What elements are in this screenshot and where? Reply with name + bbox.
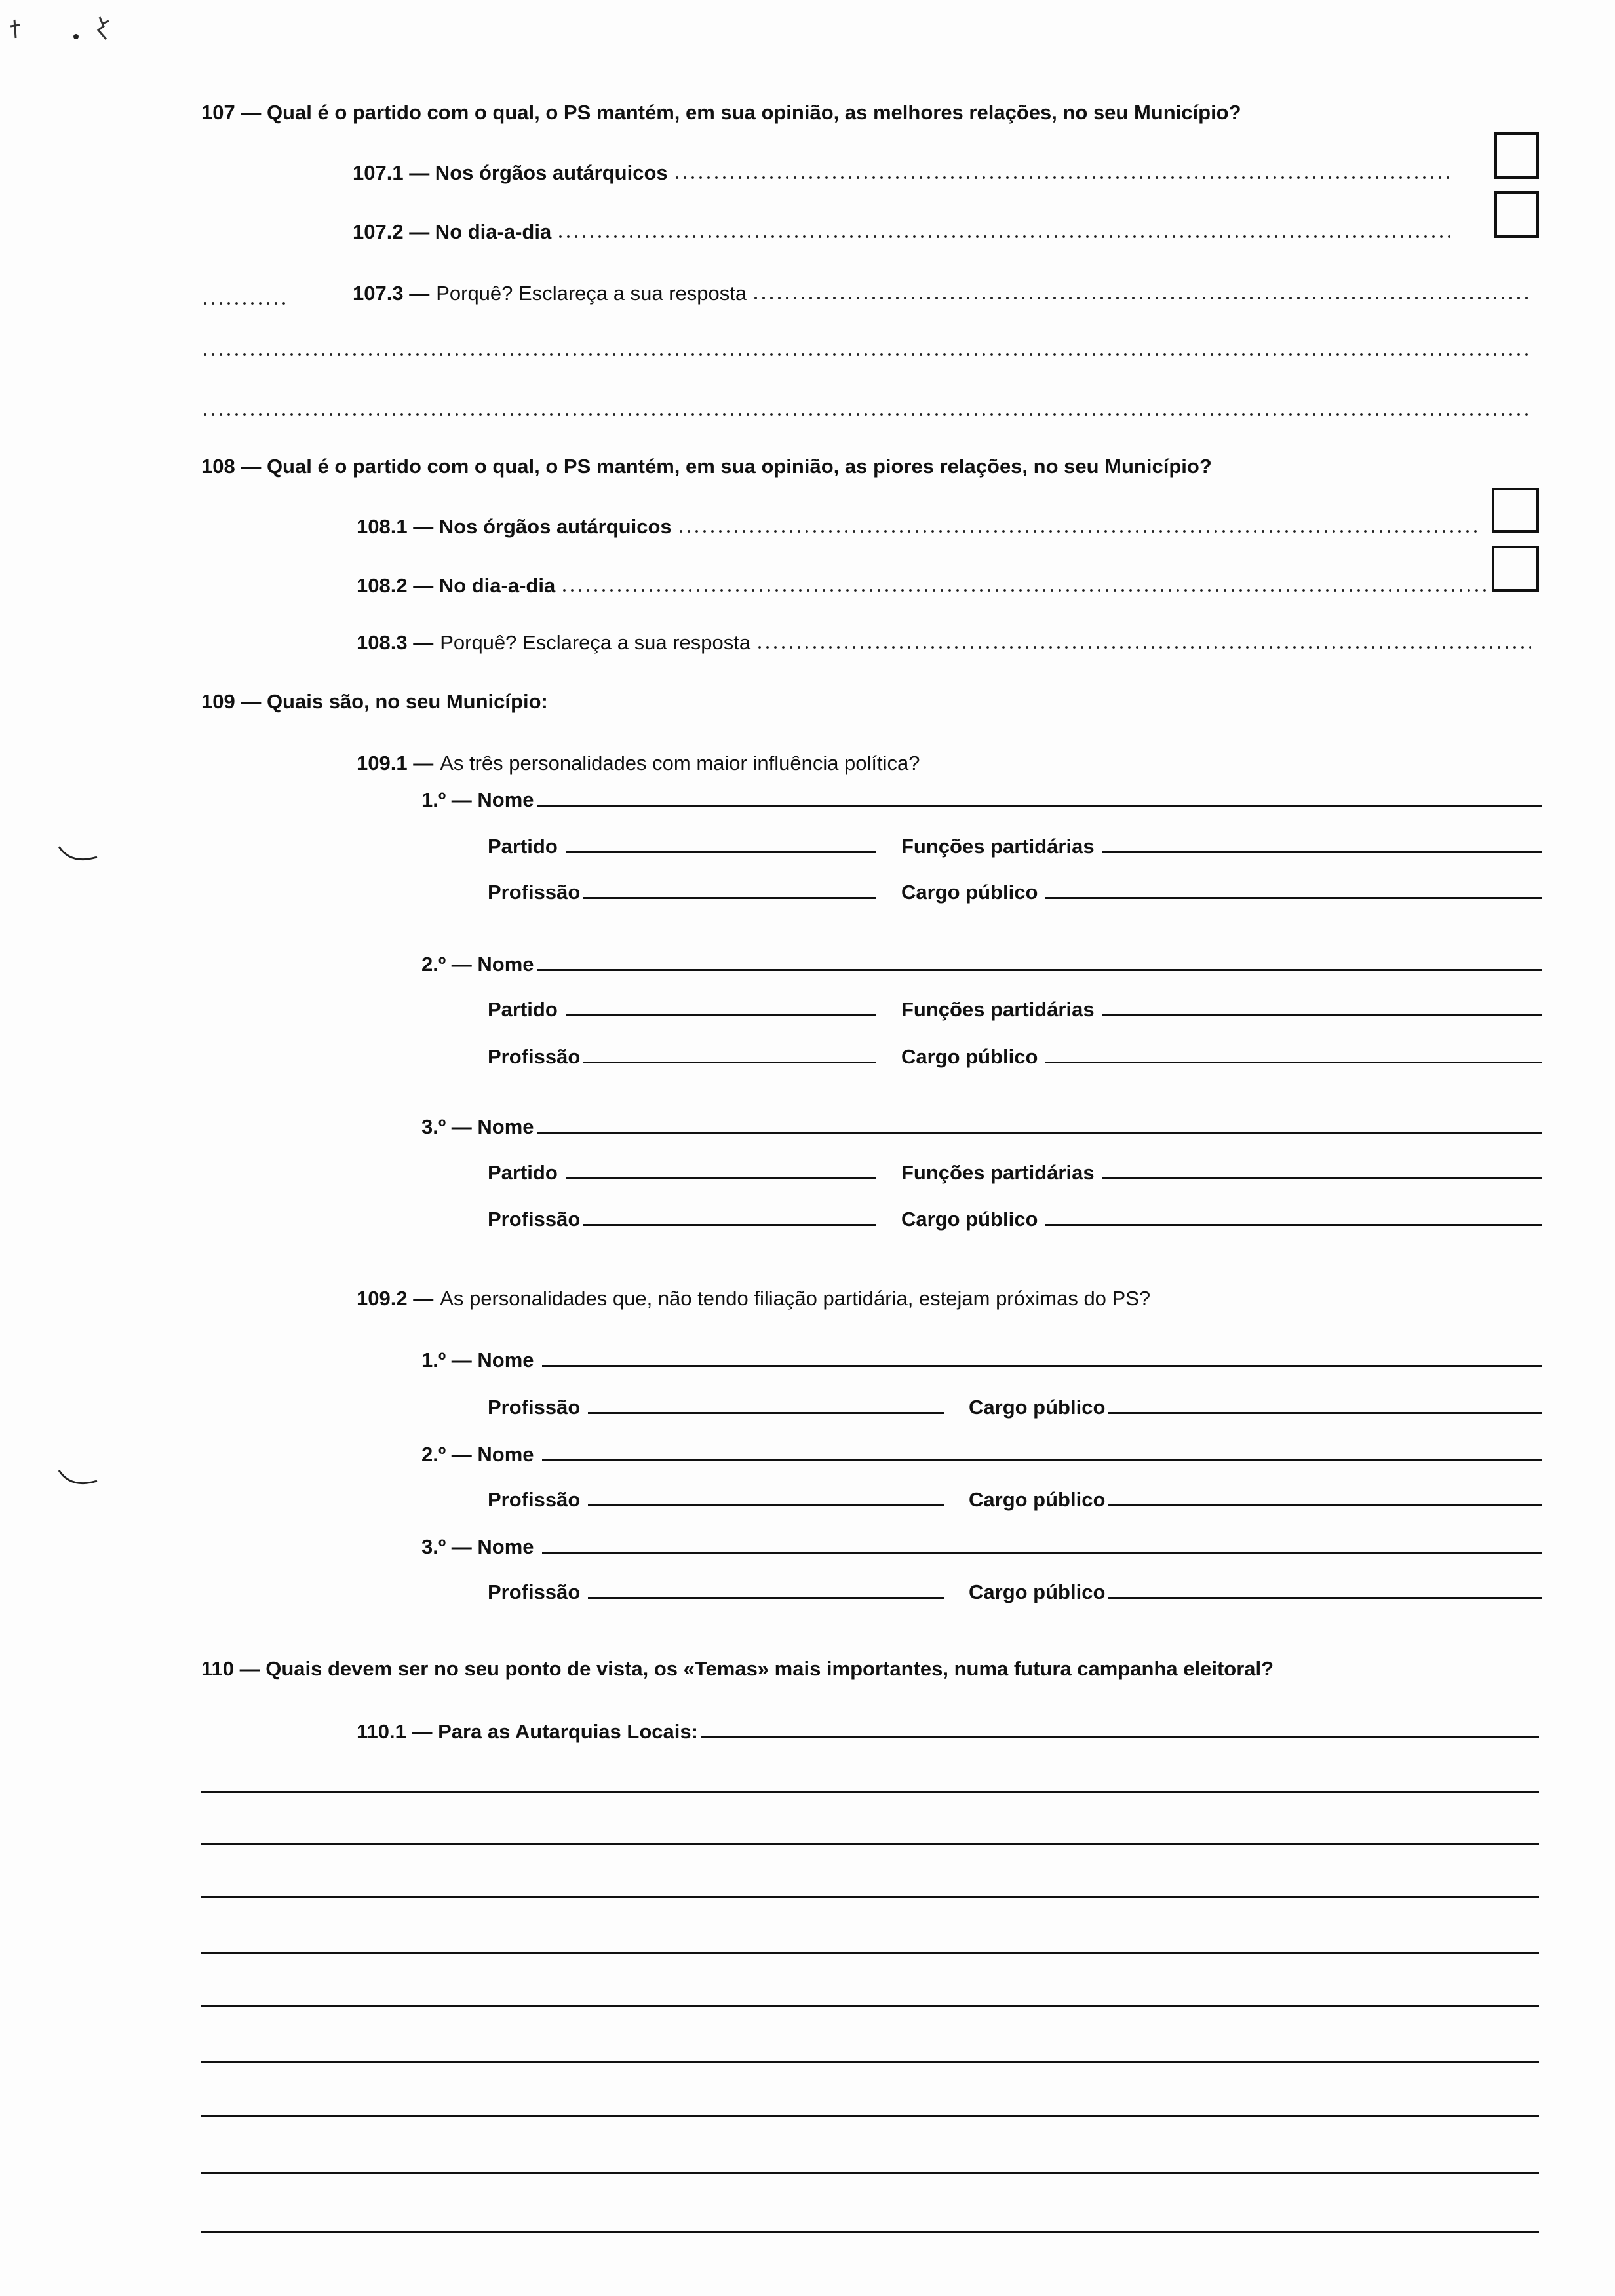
entry-109-1-1-profession: [488, 881, 876, 904]
name-label: 3.º — Nome: [421, 1115, 534, 1138]
question-110: [201, 1657, 1274, 1681]
public-office-label: Cargo público: [901, 1208, 1038, 1231]
item-107-1-label: 107.1 — Nos órgãos autárquicos: [353, 161, 668, 184]
public-office-field[interactable]: [1108, 1412, 1542, 1414]
entry-109-1-3-party-functions: [901, 1161, 1542, 1185]
public-office-label: Cargo público: [969, 1396, 1106, 1419]
item-109-1: [357, 752, 920, 775]
party-field[interactable]: [566, 1177, 876, 1179]
stray-pen-mark: [56, 843, 100, 869]
question-107: [201, 101, 1241, 124]
public-office-field[interactable]: [1045, 1062, 1542, 1063]
answer-line[interactable]: [201, 2061, 1539, 2063]
entry-109-1-1-party-functions: [901, 835, 1542, 858]
item-109-1-text: As três personalidades com maior influência política?: [440, 752, 920, 775]
dot-leader: [673, 176, 1454, 180]
party-functions-label: Funções partidárias: [901, 835, 1095, 858]
entry-109-1-1-public-office: [901, 881, 1542, 904]
entry-109-1-3-party: [488, 1161, 876, 1185]
entry-109-1-2-name: [421, 953, 1542, 976]
stray-pen-mark: [56, 1466, 100, 1493]
name-field[interactable]: [537, 805, 1542, 807]
item-109-2-text: As personalidades que, não tendo filiação partidária, estejam próximas do PS?: [440, 1287, 1151, 1310]
entry-109-1-2-profession: [488, 1045, 876, 1069]
item-109-2: [357, 1287, 1150, 1311]
entry-109-2-3-name: [421, 1535, 1542, 1559]
party-functions-label: Funções partidárias: [901, 1161, 1095, 1184]
question-108-text: 108 — Qual é o partido com o qual, o PS mantém, em sua opinião, as piores relações, no seu Município?: [201, 455, 1212, 478]
item-108-3-text: Porquê? Esclareça a sua resposta: [440, 631, 751, 654]
profession-field[interactable]: [588, 1597, 944, 1599]
question-107-text: 107 — Qual é o partido com o qual, o PS mantém, em sua opinião, as melhores relações, no seu Município?: [201, 101, 1241, 124]
public-office-field[interactable]: [1045, 897, 1542, 899]
entry-109-2-1-name: [421, 1349, 1542, 1372]
public-office-field[interactable]: [1045, 1224, 1542, 1226]
profession-field[interactable]: [588, 1504, 944, 1506]
answer-line[interactable]: [701, 1736, 1539, 1738]
public-office-field[interactable]: [1108, 1597, 1542, 1599]
party-functions-field[interactable]: [1102, 1177, 1542, 1179]
item-109-1-number: 109.1 —: [357, 752, 434, 775]
entry-109-2-1-profession: [488, 1396, 944, 1419]
item-107-3-number: 107.3 —: [353, 282, 430, 305]
entry-109-1-2-party-functions: [901, 998, 1542, 1022]
checkbox-108-1[interactable]: [1492, 488, 1539, 533]
party-functions-field[interactable]: [1102, 851, 1542, 853]
name-field[interactable]: [542, 1552, 1542, 1554]
name-label: 1.º — Nome: [421, 1349, 534, 1371]
name-label: 2.º — Nome: [421, 1443, 534, 1466]
dot-leader[interactable]: [756, 645, 1531, 649]
public-office-field[interactable]: [1108, 1504, 1542, 1506]
dot-leader: [556, 235, 1454, 239]
profession-label: Profissão: [488, 1396, 581, 1419]
entry-109-2-3-public-office: [969, 1580, 1542, 1604]
party-functions-field[interactable]: [1102, 1014, 1542, 1016]
item-108-1-label: 108.1 — Nos órgãos autárquicos: [357, 515, 672, 538]
question-109: [201, 690, 548, 714]
public-office-label: Cargo público: [901, 1045, 1038, 1068]
dot-leader: [201, 301, 286, 305]
name-label: 3.º — Nome: [421, 1535, 534, 1558]
profession-label: Profissão: [488, 881, 581, 904]
item-109-2-number: 109.2 —: [357, 1287, 434, 1310]
item-107-2-label: 107.2 — No dia-a-dia: [353, 220, 552, 243]
answer-dotted-line[interactable]: [201, 413, 1531, 417]
answer-line[interactable]: [201, 2005, 1539, 2007]
item-108-2-label: 108.2 — No dia-a-dia: [357, 574, 556, 597]
profession-label: Profissão: [488, 1208, 581, 1231]
profession-label: Profissão: [488, 1045, 581, 1068]
item-110-1-label: 110.1 — Para as Autarquias Locais:: [357, 1720, 698, 1743]
item-107-3-text: Porquê? Esclareça a sua resposta: [436, 282, 747, 305]
party-label: Partido: [488, 835, 558, 858]
entry-109-1-2-public-office: [901, 1045, 1542, 1069]
checkbox-107-2[interactable]: [1494, 191, 1539, 238]
entry-109-2-2-profession: [488, 1488, 944, 1512]
entry-109-1-3-profession: [488, 1208, 876, 1231]
public-office-label: Cargo público: [969, 1580, 1106, 1603]
question-110-text: 110 — Quais devem ser no seu ponto de vista, os «Temas» mais importantes, numa futura campanha eleitoral?: [201, 1657, 1274, 1680]
question-109-text: 109 — Quais são, no seu Município:: [201, 690, 548, 713]
answer-line[interactable]: [201, 2115, 1539, 2117]
name-field[interactable]: [542, 1365, 1542, 1367]
answer-line[interactable]: [201, 1843, 1539, 1845]
profession-field[interactable]: [583, 1224, 876, 1226]
entry-109-1-3-public-office: [901, 1208, 1542, 1231]
party-functions-label: Funções partidárias: [901, 998, 1095, 1021]
item-108-2: [357, 574, 1490, 598]
party-field[interactable]: [566, 851, 876, 853]
profession-field[interactable]: [583, 1062, 876, 1063]
item-107-2: [353, 220, 1454, 244]
name-field[interactable]: [542, 1459, 1542, 1461]
entry-109-2-1-public-office: [969, 1396, 1542, 1419]
profession-field[interactable]: [588, 1412, 944, 1414]
entry-109-1-2-party: [488, 998, 876, 1022]
answer-dotted-line[interactable]: [201, 353, 1531, 356]
name-field[interactable]: [537, 969, 1542, 971]
answer-line[interactable]: [201, 2172, 1539, 2174]
dot-leader: [677, 529, 1480, 533]
answer-line[interactable]: [201, 2231, 1539, 2233]
item-107-3: [353, 282, 1531, 305]
entry-109-2-2-public-office: [969, 1488, 1542, 1512]
name-label: 1.º — Nome: [421, 788, 534, 811]
item-108-3: [357, 631, 1531, 655]
public-office-label: Cargo público: [901, 881, 1038, 904]
entry-109-2-2-name: [421, 1443, 1542, 1466]
item-108-1: [357, 515, 1480, 539]
stray-pen-marks: [7, 14, 118, 47]
entry-109-1-1-party: [488, 835, 876, 858]
entry-109-1-3-name: [421, 1115, 1542, 1139]
profession-label: Profissão: [488, 1580, 581, 1603]
checkbox-107-1[interactable]: [1494, 132, 1539, 179]
dot-leader: [560, 588, 1490, 592]
question-108: [201, 455, 1212, 478]
entry-109-1-1-name: [421, 788, 1542, 812]
profession-label: Profissão: [488, 1488, 581, 1511]
dot-leader[interactable]: [752, 296, 1531, 300]
checkbox-108-2[interactable]: [1492, 546, 1539, 592]
entry-109-2-3-profession: [488, 1580, 944, 1604]
answer-line[interactable]: [201, 1952, 1539, 1954]
party-field[interactable]: [566, 1014, 876, 1016]
party-label: Partido: [488, 998, 558, 1021]
answer-line[interactable]: [201, 1791, 1539, 1793]
answer-line[interactable]: [201, 1896, 1539, 1898]
name-field[interactable]: [537, 1132, 1542, 1134]
item-108-3-number: 108.3 —: [357, 631, 434, 654]
party-label: Partido: [488, 1161, 558, 1184]
public-office-label: Cargo público: [969, 1488, 1106, 1511]
profession-field[interactable]: [583, 897, 876, 899]
item-110-1: [357, 1720, 1539, 1744]
name-label: 2.º — Nome: [421, 953, 534, 976]
item-107-1: [353, 161, 1454, 185]
